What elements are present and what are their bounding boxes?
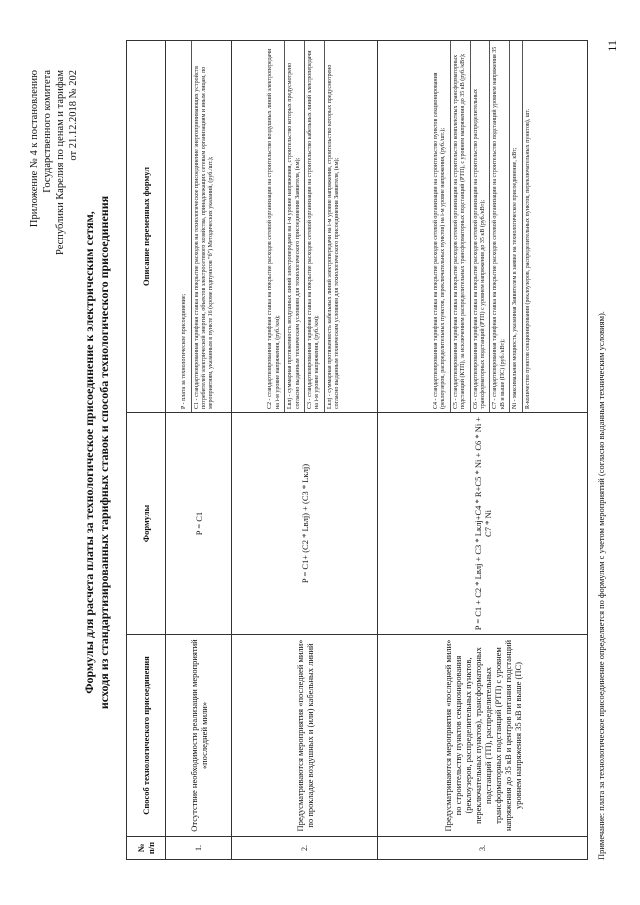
table-header-row	[127, 41, 166, 860]
row-way: Отсутствие необходимости реализации мероприятий «последней мили»	[166, 635, 232, 837]
document-header	[28, 70, 80, 255]
row-way: Предусматриваются мероприятия «последней мили» по строительству пунктов секционирования (реклоузеров, распределительных пунктов, переключательных пунктов), трансформаторных подстанций (ТП), распределительных трансформаторных подстанций (РТП) с уровнем напряжения до 35 кВ и центров питания подстанций уровнем напряжения 35 кВ и выше (ПС)	[378, 635, 588, 837]
row-desc	[166, 41, 232, 413]
row-way: Предусматриваются мероприятия «последней мили» по прокладке воздушных и (или) кабельных линий	[232, 635, 378, 837]
desc-item: P - плата за технологическое присоединение;	[179, 41, 191, 412]
table-row	[378, 41, 588, 860]
row-formula: P = C1	[166, 413, 232, 635]
header-line: Государственного комитета	[42, 70, 53, 193]
table-row	[166, 41, 232, 860]
desc-item: C5 - стандартизированная тарифная ставка на покрытие расходов сетевой организации на строительство комплектных трансформаторных подстанций (КТП), за исключением распределительных трансформаторных подстанций (РТП), с уровнем напряжения до 35 кВ (руб./кВт);	[451, 41, 471, 412]
row-formula: P = C1 + C2 * Lвлj + C3 * Lклj+C4 * R+C5 * Ni + C6 * Ni + C7 * Ni	[378, 413, 588, 635]
header-line: Приложение № 4 к постановлению	[29, 70, 40, 228]
header-formula: Формулы	[127, 413, 166, 635]
title-line-1: Формулы для расчета платы за технологическое присоединение к электрическим сетям,	[82, 211, 96, 694]
row-desc	[232, 41, 378, 413]
desc-item: R-количество пунктов секционирования (реклоузеров, распределительных пунктов, переключательных пунктов), шт.	[524, 108, 531, 409]
document-title	[82, 80, 112, 825]
header-line: от 21.12.2018 № 202	[68, 70, 79, 161]
title-line-2: исходя из стандартизированных тарифных ставок и способа технологического присоединения	[97, 195, 111, 710]
row-num: 2.	[232, 837, 378, 860]
header-num: № п/п	[127, 837, 166, 860]
desc-item: Lвлj - суммарная протяженность воздушных линий электропередачи на i-м уровне напряжения, строительство которых предусмотрено согласно выданным техническим условиям для технологического присоединения Заявителя, (км);	[285, 41, 305, 412]
page-number: 11	[605, 40, 619, 52]
desc-item: C7 - стандартизированная тарифная ставка на покрытие расходов сетевой организации на строительство подстанций уровнем напряжения 35 кВ и выше (ПС) (руб./кВт);	[490, 41, 510, 412]
table-note: Примечание: плата за технологическое присоединение определяется по формулам с учетом мероприятий (согласно выданным техническим условиям).	[596, 311, 606, 860]
desc-item: C2 - стандартизированная тарифная ставка на покрытие расходов сетевой организации на строительство воздушных линий электропередачи на i-м уровне напряжения, (руб./км);	[265, 41, 285, 412]
header-line: Республики Карелия по ценам и тарифам	[55, 70, 66, 255]
formulas-table	[126, 40, 588, 860]
table-row	[232, 41, 378, 860]
desc-item: C6 - стандартизированная тарифная ставка на покрытие расходов сетевой организации на строительство распределительных трансформаторных подстанций (РТП) с уровнем напряжения до 35 кВ (руб./кВт);	[471, 41, 491, 412]
row-num: 3.	[378, 837, 588, 860]
row-desc	[378, 41, 588, 413]
header-desc: Описание переменных формул	[127, 41, 166, 413]
desc-item: Ni - максимальная мощность, указанная Заявителем в заявке на технологическое присоединение, кВт;	[510, 41, 522, 412]
desc-item: C1 - стандартизированная тарифная ставка на покрытие расходов на технологическое присоединение энергопринимающих устройств потребителей электрической энергии, объектов электросетевого хозяйства, принадлежащих сетевым организациям и иным лицам, по мероприятиям, указанным в пункте 16 (кроме подпунктов "б") Методических указаний, (руб./шт.);	[193, 66, 215, 409]
desc-item: Lклj - суммарная протяженность кабельных линий электропередачи на i-м уровне напряжения, строительство которых предусмотрено согласно выданным техническим условиям для технологического присоединения Заявителя, (км);	[326, 64, 341, 409]
row-num: 1.	[166, 837, 232, 860]
desc-item: C3 - стандартизированная тарифная ставка на покрытие расходов сетевой организации на строительство кабельных линий электропередачи на i-м уровне напряжения, (руб./км);	[305, 41, 325, 412]
row-formula: P = C1+ (C2 * Lвлj) + (C3 * Lклj)	[232, 413, 378, 635]
header-way: Способ технологического присоединения	[127, 635, 166, 837]
desc-item: C4 - стандартизированная тарифная ставка на покрытие расходов сетевой организации на строительство пунктов секционирования (реклоузеров, распределительных пунктов, переключательных пунктов) на i-м уровне напряжения, (руб./шт.);	[431, 41, 451, 412]
